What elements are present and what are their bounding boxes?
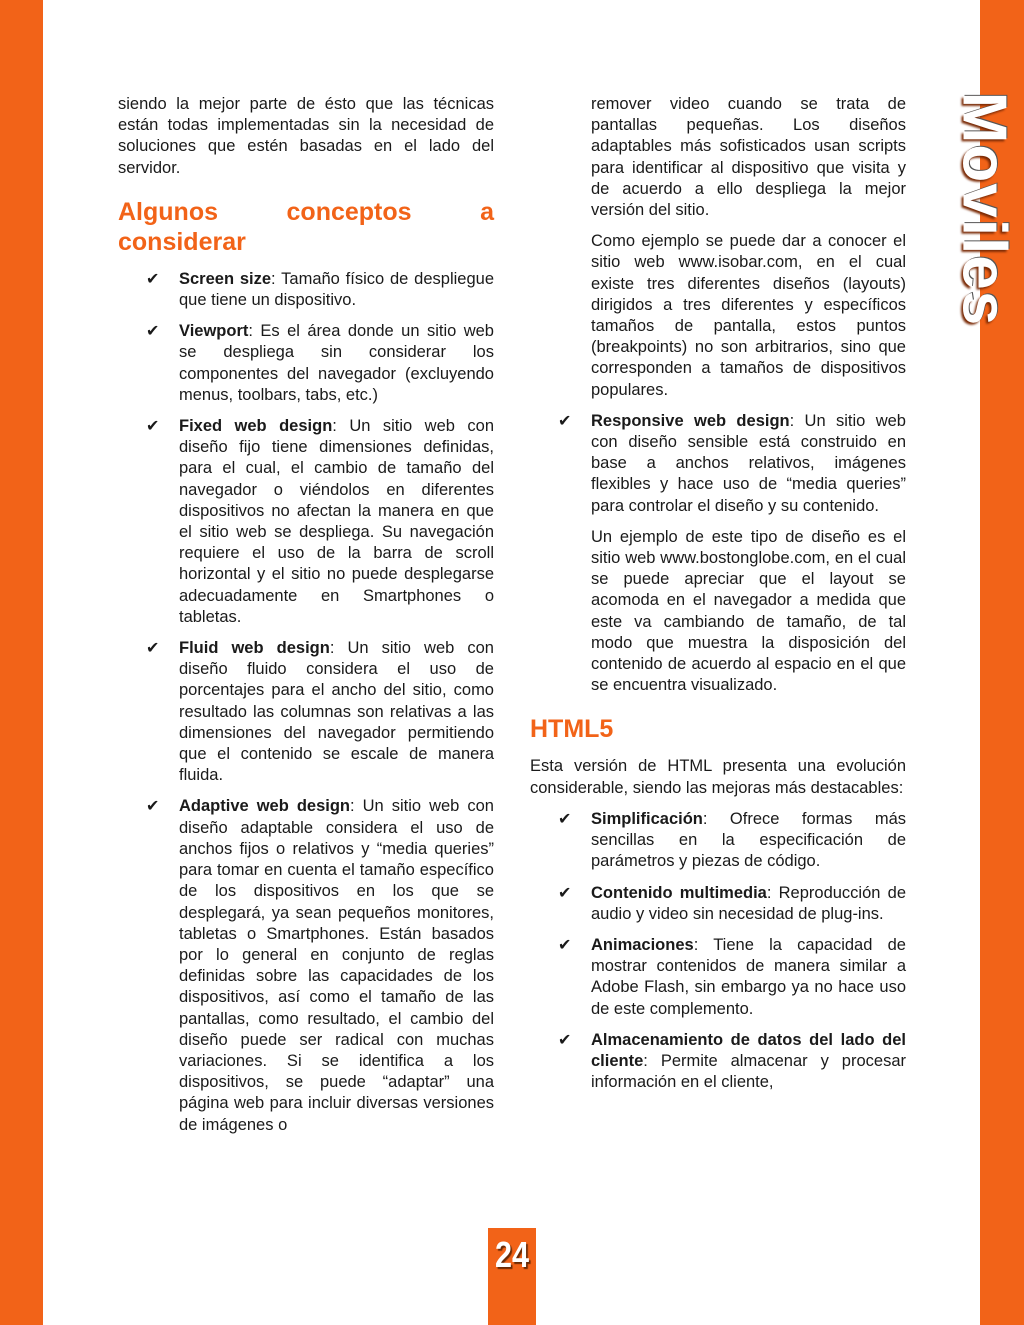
checkmark-icon: ✔	[558, 810, 572, 828]
checkmark-icon: ✔	[146, 323, 160, 341]
definition: : Es el área donde un sitio web se despliega sin considerar los componentes del navegador (excluyendo menus, toolbars, tabs, etc.)	[179, 322, 494, 404]
term: Viewport	[179, 322, 249, 341]
html5-list	[530, 809, 906, 1093]
checkmark-icon: ✔	[146, 418, 160, 436]
definition: : Un sitio web con diseño adaptable considera el uso de anchos fijos o relativos y “media queries” para tomar en cuenta el tamaño específico de los dispositivos en los que se desplegará, ya sean pequeños monitores, tabletas o Smartphones. Están basados por lo general en conjunto de reglas definidas sobre las capacidades de los dispositivos, así como el tamaño de las pantallas, como resultado, el cambio del diseño puede ser radical con muchas variaciones. Si se identifica a los dispositivos, se puede “adaptar” una página web para incluir diversas versiones de imágenes o	[179, 797, 494, 1134]
definition: : Permite almacenar y procesar información en el cliente,	[591, 1051, 906, 1092]
checkmark-icon: ✔	[146, 640, 160, 658]
term: Contenido multimedia	[591, 883, 767, 902]
intro-paragraph: siendo la mejor parte de ésto que las técnicas están todas implementadas sin la necesidad de soluciones que estén basadas en el lado del servidor.	[118, 95, 494, 177]
list-item	[530, 935, 906, 1020]
list-item	[530, 1030, 906, 1094]
checkmark-icon: ✔	[558, 1031, 572, 1049]
list-item	[530, 411, 906, 697]
term: Fluid web design	[179, 639, 330, 658]
checkmark-icon: ✔	[146, 270, 160, 288]
checkmark-icon: ✔	[146, 798, 160, 816]
term: Responsive web design	[591, 411, 790, 430]
definition: : Un sitio web con diseño fluido considera el uso de porcentajes para el ancho del sitio, como resultado las columnas son relativas a las dimensiones del navegador permitiendo que el contenido se escale de manera fluida.	[179, 639, 494, 785]
term: Almacenamiento de datos del lado del cliente	[591, 1030, 906, 1070]
example-paragraph: Un ejemplo de este tipo de diseño es el sitio web www.bostonglobe.com, en el cual se puede apreciar que el layout se acomoda en el navegador a medida que este va cambiando de tamaño, de tal modo que muestra la disposición del contenido de acuerdo al espacio en el que se encuentra visualizado.	[591, 527, 906, 695]
checkmark-icon: ✔	[558, 884, 572, 902]
definition: : Un sitio web con diseño sensible está construido en base a anchos relativos, imágenes flexibles y hace uso de “media queries” para controlar el diseño y su contenido.	[591, 411, 906, 515]
example-paragraph: Como ejemplo se puede dar a conocer el sitio web www.isobar.com, en el cual existe tres diferentes diseños (layouts) dirigidos a tres diferentes y específicos tamaños de pantalla, estos puntos (breakpoints) no son arbitrarios, sino que corresponden a tamaños de dispositivos populares.	[591, 232, 906, 399]
page-number: 24	[494, 1234, 530, 1275]
responsive-list	[530, 411, 906, 697]
section-heading: HTML5	[530, 715, 614, 744]
term: Screen size	[179, 269, 272, 288]
list-item	[118, 321, 494, 406]
right-column	[530, 94, 906, 1103]
list-item	[118, 796, 494, 1135]
definition: : Ofrece formas más sencillas en la especificación de parámetros y piezas de código.	[591, 809, 906, 871]
concepts-list	[118, 269, 494, 1136]
definition: : Tiene la capacidad de mostrar contenidos de manera similar a Adobe Flash, sin embargo ya no hace uso de este complemento.	[591, 935, 906, 1018]
left-orange-bar	[0, 0, 43, 1325]
definition: : Reproducción de audio y video sin necesidad de plug-ins.	[591, 883, 906, 923]
side-title	[944, 84, 1024, 334]
continued-paragraph: remover video cuando se trata de pantallas pequeñas. Los diseños adaptables más sofisticados usan scripts para identificar al dispositivo que visita y de acuerdo a ello despliega la mejor versión del sitio.	[591, 95, 906, 220]
checkmark-icon: ✔	[558, 936, 572, 954]
term: Animaciones	[591, 935, 694, 954]
term: Fixed web design	[179, 417, 333, 436]
page-number-tab	[488, 1228, 536, 1325]
checkmark-icon: ✔	[558, 412, 572, 430]
list-item	[118, 638, 494, 786]
side-title-text: Moviles	[949, 91, 1019, 327]
term: Adaptive web design	[179, 797, 350, 816]
list-item	[530, 883, 906, 925]
term: Simplificación	[591, 809, 703, 828]
list-item	[118, 269, 494, 311]
section-heading: Algunos conceptos a considerar	[118, 197, 494, 256]
list-item	[118, 416, 494, 628]
list-item	[530, 809, 906, 873]
definition: : Tamaño físico de despliegue que tiene un dispositivo.	[179, 269, 494, 310]
left-column	[118, 94, 494, 1146]
definition: : Un sitio web con diseño fijo tiene dimensiones definidas, para el cual, el cambio de tamaño del navegador o viéndolos en diferentes dispositivos no afectan la manera en que el sitio web se despliega. Su navegación requiere el uso de la barra de scroll horizontal y el sitio no puede desplegarse adecuadamente en Smartphones o tabletas.	[179, 417, 494, 626]
html5-intro: Esta versión de HTML presenta una evolución considerable, siendo las mejoras más destacables:	[530, 757, 906, 797]
